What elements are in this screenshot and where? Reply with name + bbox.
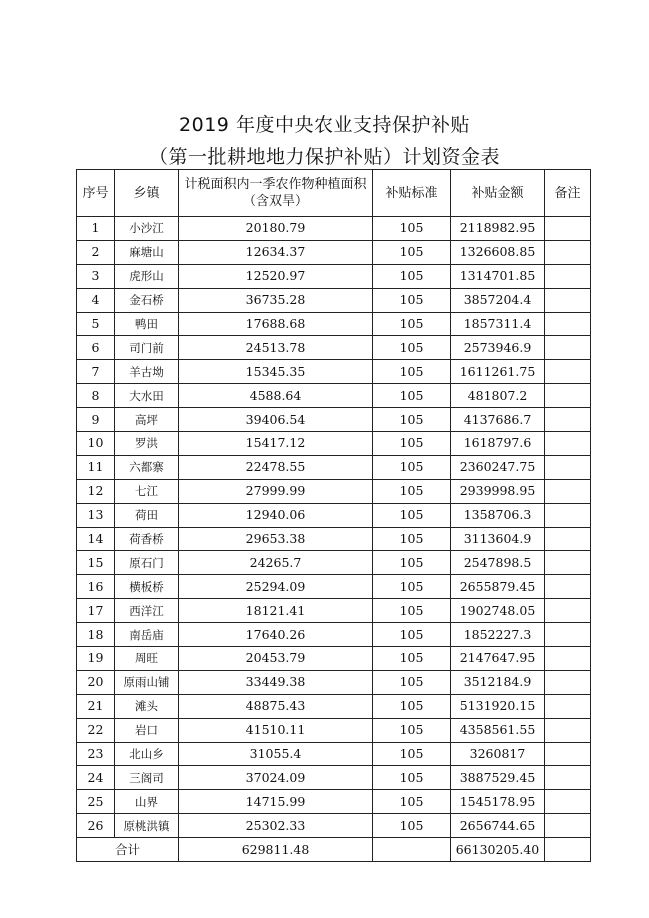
- cell-standard: 105: [373, 718, 451, 742]
- cell-town: 横板桥: [115, 575, 179, 599]
- cell-no: 12: [77, 479, 115, 503]
- table-row: [77, 790, 591, 814]
- cell-standard: 105: [373, 742, 451, 766]
- cell-amount: 3512184.9: [451, 670, 545, 694]
- cell-remark: [545, 670, 591, 694]
- cell-remark: [545, 312, 591, 336]
- cell-no: 5: [77, 312, 115, 336]
- subsidy-table: [76, 169, 591, 862]
- cell-town: 山界: [115, 790, 179, 814]
- cell-amount: 2118982.95: [451, 217, 545, 241]
- cell-town: 荷田: [115, 503, 179, 527]
- table-row: [77, 217, 591, 241]
- cell-remark: [545, 718, 591, 742]
- cell-area: 4588.64: [179, 384, 373, 408]
- cell-town: 三阁司: [115, 766, 179, 790]
- cell-no: 4: [77, 288, 115, 312]
- cell-standard: 105: [373, 766, 451, 790]
- cell-no: 10: [77, 432, 115, 456]
- cell-amount: 2939998.95: [451, 479, 545, 503]
- table-row: [77, 718, 591, 742]
- cell-standard: 105: [373, 360, 451, 384]
- cell-no: 18: [77, 623, 115, 647]
- cell-remark: [545, 455, 591, 479]
- header-remark: 备注: [545, 170, 591, 217]
- cell-no: 1: [77, 217, 115, 241]
- cell-standard: 105: [373, 575, 451, 599]
- cell-amount: 1611261.75: [451, 360, 545, 384]
- cell-remark: [545, 360, 591, 384]
- header-town: 乡镇: [115, 170, 179, 217]
- cell-area: 48875.43: [179, 694, 373, 718]
- cell-no: 23: [77, 742, 115, 766]
- cell-remark: [545, 742, 591, 766]
- cell-standard: 105: [373, 336, 451, 360]
- total-area: 629811.48: [179, 838, 373, 862]
- table-row: [77, 455, 591, 479]
- cell-no: 17: [77, 599, 115, 623]
- cell-amount: 2573946.9: [451, 336, 545, 360]
- cell-no: 6: [77, 336, 115, 360]
- cell-amount: 3260817: [451, 742, 545, 766]
- cell-amount: 1857311.4: [451, 312, 545, 336]
- cell-town: 原桃洪镇: [115, 814, 179, 838]
- cell-standard: 105: [373, 670, 451, 694]
- cell-amount: 1618797.6: [451, 432, 545, 456]
- cell-no: 26: [77, 814, 115, 838]
- table-row: [77, 647, 591, 671]
- cell-no: 20: [77, 670, 115, 694]
- cell-amount: 1852227.3: [451, 623, 545, 647]
- cell-amount: 4358561.55: [451, 718, 545, 742]
- cell-town: 鸭田: [115, 312, 179, 336]
- total-remark: [545, 838, 591, 862]
- table-row: [77, 312, 591, 336]
- cell-standard: 105: [373, 240, 451, 264]
- cell-standard: 105: [373, 217, 451, 241]
- cell-town: 司门前: [115, 336, 179, 360]
- cell-remark: [545, 217, 591, 241]
- cell-town: 大水田: [115, 384, 179, 408]
- cell-area: 37024.09: [179, 766, 373, 790]
- cell-area: 14715.99: [179, 790, 373, 814]
- cell-no: 16: [77, 575, 115, 599]
- table-row: [77, 384, 591, 408]
- cell-town: 原雨山铺: [115, 670, 179, 694]
- cell-town: 荷香桥: [115, 527, 179, 551]
- cell-town: 金石桥: [115, 288, 179, 312]
- cell-standard: 105: [373, 694, 451, 718]
- table-row: [77, 240, 591, 264]
- cell-area: 20453.79: [179, 647, 373, 671]
- table-row: [77, 336, 591, 360]
- cell-town: 岩口: [115, 718, 179, 742]
- table-header-row: [77, 170, 591, 217]
- header-no: 序号: [77, 170, 115, 217]
- cell-area: 22478.55: [179, 455, 373, 479]
- cell-no: 19: [77, 647, 115, 671]
- cell-amount: 5131920.15: [451, 694, 545, 718]
- table-row: [77, 527, 591, 551]
- cell-remark: [545, 503, 591, 527]
- cell-area: 33449.38: [179, 670, 373, 694]
- header-area-line2: （含双旱）: [242, 194, 308, 209]
- cell-amount: 2655879.45: [451, 575, 545, 599]
- header-area-line1: 计税面积内一季农作物种植面积: [184, 177, 367, 192]
- cell-remark: [545, 240, 591, 264]
- cell-standard: 105: [373, 790, 451, 814]
- cell-standard: 105: [373, 384, 451, 408]
- cell-amount: 3857204.4: [451, 288, 545, 312]
- cell-standard: 105: [373, 479, 451, 503]
- cell-town: 滩头: [115, 694, 179, 718]
- table-row: [77, 814, 591, 838]
- cell-standard: 105: [373, 455, 451, 479]
- cell-amount: 3113604.9: [451, 527, 545, 551]
- cell-amount: 1326608.85: [451, 240, 545, 264]
- cell-area: 27999.99: [179, 479, 373, 503]
- cell-standard: 105: [373, 312, 451, 336]
- cell-no: 9: [77, 408, 115, 432]
- cell-amount: 1545178.95: [451, 790, 545, 814]
- cell-remark: [545, 551, 591, 575]
- cell-area: 24265.7: [179, 551, 373, 575]
- cell-remark: [545, 432, 591, 456]
- cell-no: 25: [77, 790, 115, 814]
- cell-amount: 1358706.3: [451, 503, 545, 527]
- cell-amount: 2547898.5: [451, 551, 545, 575]
- cell-no: 22: [77, 718, 115, 742]
- cell-town: 羊古坳: [115, 360, 179, 384]
- cell-standard: 105: [373, 288, 451, 312]
- cell-remark: [545, 766, 591, 790]
- cell-area: 39406.54: [179, 408, 373, 432]
- cell-remark: [545, 694, 591, 718]
- cell-area: 20180.79: [179, 217, 373, 241]
- cell-area: 36735.28: [179, 288, 373, 312]
- cell-standard: 105: [373, 408, 451, 432]
- cell-town: 小沙江: [115, 217, 179, 241]
- cell-no: 3: [77, 264, 115, 288]
- cell-amount: 1314701.85: [451, 264, 545, 288]
- cell-area: 17640.26: [179, 623, 373, 647]
- cell-area: 12940.06: [179, 503, 373, 527]
- cell-remark: [545, 288, 591, 312]
- cell-town: 六都寨: [115, 455, 179, 479]
- header-amount: 补贴金额: [451, 170, 545, 217]
- cell-standard: 105: [373, 551, 451, 575]
- cell-town: 西洋江: [115, 599, 179, 623]
- cell-area: 31055.4: [179, 742, 373, 766]
- table-row: [77, 599, 591, 623]
- total-row: [77, 838, 591, 862]
- table-row: [77, 575, 591, 599]
- cell-town: 原石门: [115, 551, 179, 575]
- table-row: [77, 742, 591, 766]
- cell-no: 24: [77, 766, 115, 790]
- cell-remark: [545, 479, 591, 503]
- cell-area: 12634.37: [179, 240, 373, 264]
- cell-remark: [545, 623, 591, 647]
- cell-remark: [545, 599, 591, 623]
- table-row: [77, 670, 591, 694]
- table-row: [77, 766, 591, 790]
- table-row: [77, 264, 591, 288]
- cell-amount: 2147647.95: [451, 647, 545, 671]
- cell-amount: 4137686.7: [451, 408, 545, 432]
- cell-no: 15: [77, 551, 115, 575]
- cell-area: 15417.12: [179, 432, 373, 456]
- cell-area: 29653.38: [179, 527, 373, 551]
- cell-remark: [545, 814, 591, 838]
- cell-no: 13: [77, 503, 115, 527]
- table-row: [77, 288, 591, 312]
- cell-standard: 105: [373, 599, 451, 623]
- total-amount: 66130205.40: [451, 838, 545, 862]
- cell-town: 北山乡: [115, 742, 179, 766]
- cell-amount: 481807.2: [451, 384, 545, 408]
- table-row: [77, 360, 591, 384]
- cell-remark: [545, 384, 591, 408]
- cell-no: 21: [77, 694, 115, 718]
- cell-remark: [545, 527, 591, 551]
- cell-standard: 105: [373, 503, 451, 527]
- header-standard: 补贴标准: [373, 170, 451, 217]
- cell-no: 7: [77, 360, 115, 384]
- cell-area: 25302.33: [179, 814, 373, 838]
- cell-town: 罗洪: [115, 432, 179, 456]
- cell-area: 25294.09: [179, 575, 373, 599]
- cell-remark: [545, 264, 591, 288]
- cell-area: 41510.11: [179, 718, 373, 742]
- cell-standard: 105: [373, 647, 451, 671]
- cell-standard: 105: [373, 432, 451, 456]
- cell-town: 高坪: [115, 408, 179, 432]
- table-row: [77, 623, 591, 647]
- cell-no: 14: [77, 527, 115, 551]
- cell-standard: 105: [373, 814, 451, 838]
- cell-standard: 105: [373, 527, 451, 551]
- cell-no: 8: [77, 384, 115, 408]
- cell-area: 15345.35: [179, 360, 373, 384]
- cell-area: 12520.97: [179, 264, 373, 288]
- table-row: [77, 408, 591, 432]
- table-row: [77, 503, 591, 527]
- document-title-line1: 2019 年度中央农业支持保护补贴: [179, 114, 470, 136]
- document-title-line2: （第一批耕地地力保护补贴）计划资金表: [148, 146, 500, 168]
- table-row: [77, 551, 591, 575]
- header-area: [179, 170, 373, 217]
- cell-amount: 2360247.75: [451, 455, 545, 479]
- cell-town: 麻塘山: [115, 240, 179, 264]
- cell-amount: 3887529.45: [451, 766, 545, 790]
- cell-area: 18121.41: [179, 599, 373, 623]
- cell-no: 11: [77, 455, 115, 479]
- cell-area: 24513.78: [179, 336, 373, 360]
- cell-remark: [545, 790, 591, 814]
- cell-town: 周旺: [115, 647, 179, 671]
- table-row: [77, 432, 591, 456]
- cell-town: 七江: [115, 479, 179, 503]
- cell-no: 2: [77, 240, 115, 264]
- cell-standard: 105: [373, 264, 451, 288]
- cell-remark: [545, 575, 591, 599]
- cell-town: 南岳庙: [115, 623, 179, 647]
- cell-standard: 105: [373, 623, 451, 647]
- cell-remark: [545, 647, 591, 671]
- cell-remark: [545, 408, 591, 432]
- total-label: 合计: [77, 838, 179, 862]
- table-body: [77, 217, 591, 838]
- cell-remark: [545, 336, 591, 360]
- total-standard: [373, 838, 451, 862]
- cell-amount: 2656744.65: [451, 814, 545, 838]
- table-row: [77, 479, 591, 503]
- cell-town: 虎形山: [115, 264, 179, 288]
- cell-area: 17688.68: [179, 312, 373, 336]
- table-row: [77, 694, 591, 718]
- cell-amount: 1902748.05: [451, 599, 545, 623]
